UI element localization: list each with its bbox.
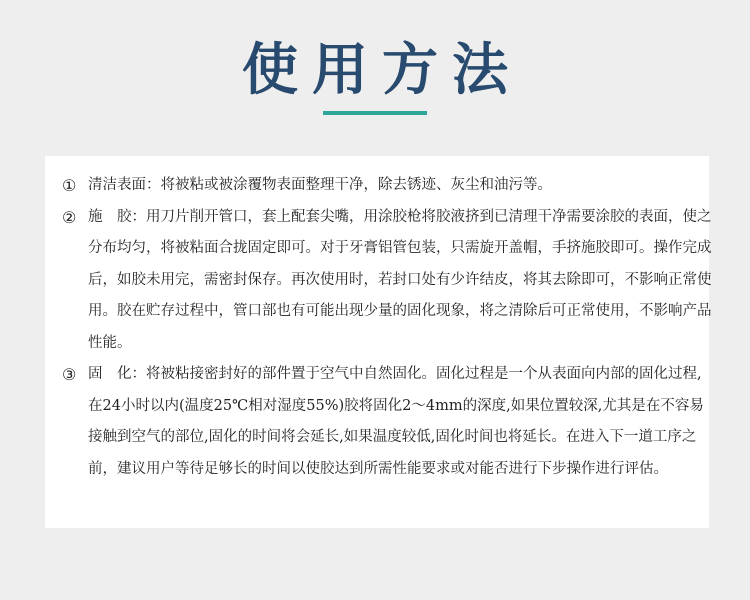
instruction-list	[62, 170, 722, 485]
item-body	[88, 170, 713, 202]
instruction-item-clean	[62, 170, 722, 202]
item-number: ①	[62, 176, 77, 195]
title-underline	[323, 111, 427, 115]
instruction-item-cure	[62, 359, 722, 485]
item-label: 清洁表面：	[88, 177, 161, 193]
item-label: 施 胶：	[88, 208, 146, 225]
item-text: 用刀片削开管口，套上配套尖嘴，用涂胶枪将胶液挤到已清理干净需要涂胶的表面，使之分布均匀，将被粘面合拢固定即可。对于牙膏铝管包装，只需旋开盖帽，手挤施胶即可。操作完成后，如胶未用完，需密封保存。再次使用时，若封口处有少许结皮，将其去除即可，不影响正常使用。胶在贮存过程中，管口部也有可能出现少量的固化现象，将之清除后可正常使用，不影响产品性能。	[88, 208, 712, 351]
item-body	[88, 202, 713, 360]
item-body	[88, 359, 713, 485]
item-number: ③	[62, 365, 77, 384]
item-number: ②	[62, 207, 77, 227]
page-title: 使用方法	[242, 37, 522, 103]
instruction-item-apply	[62, 202, 722, 360]
item-text: 将被粘或被涂覆物表面整理干净，除去锈迹、灰尘和油污等。	[160, 177, 552, 193]
item-text: 将被粘接密封好的部件置于空气中自然固化。固化过程是一个从表面向内部的固化过程,在24小时以内(温度25℃相对湿度55%)胶将固化2～4mm的深度,如果位置较深,尤其是在不容易接触到空气的部位,固化的时间将会延长,如果温度较低,固化时间也将延长。在进入下一道工序之前，建议用户等待足够长的时间以使胶达到所需性能要求或对能否进行下步操作进行评估。	[88, 366, 704, 477]
item-label: 固 化：	[88, 366, 146, 382]
